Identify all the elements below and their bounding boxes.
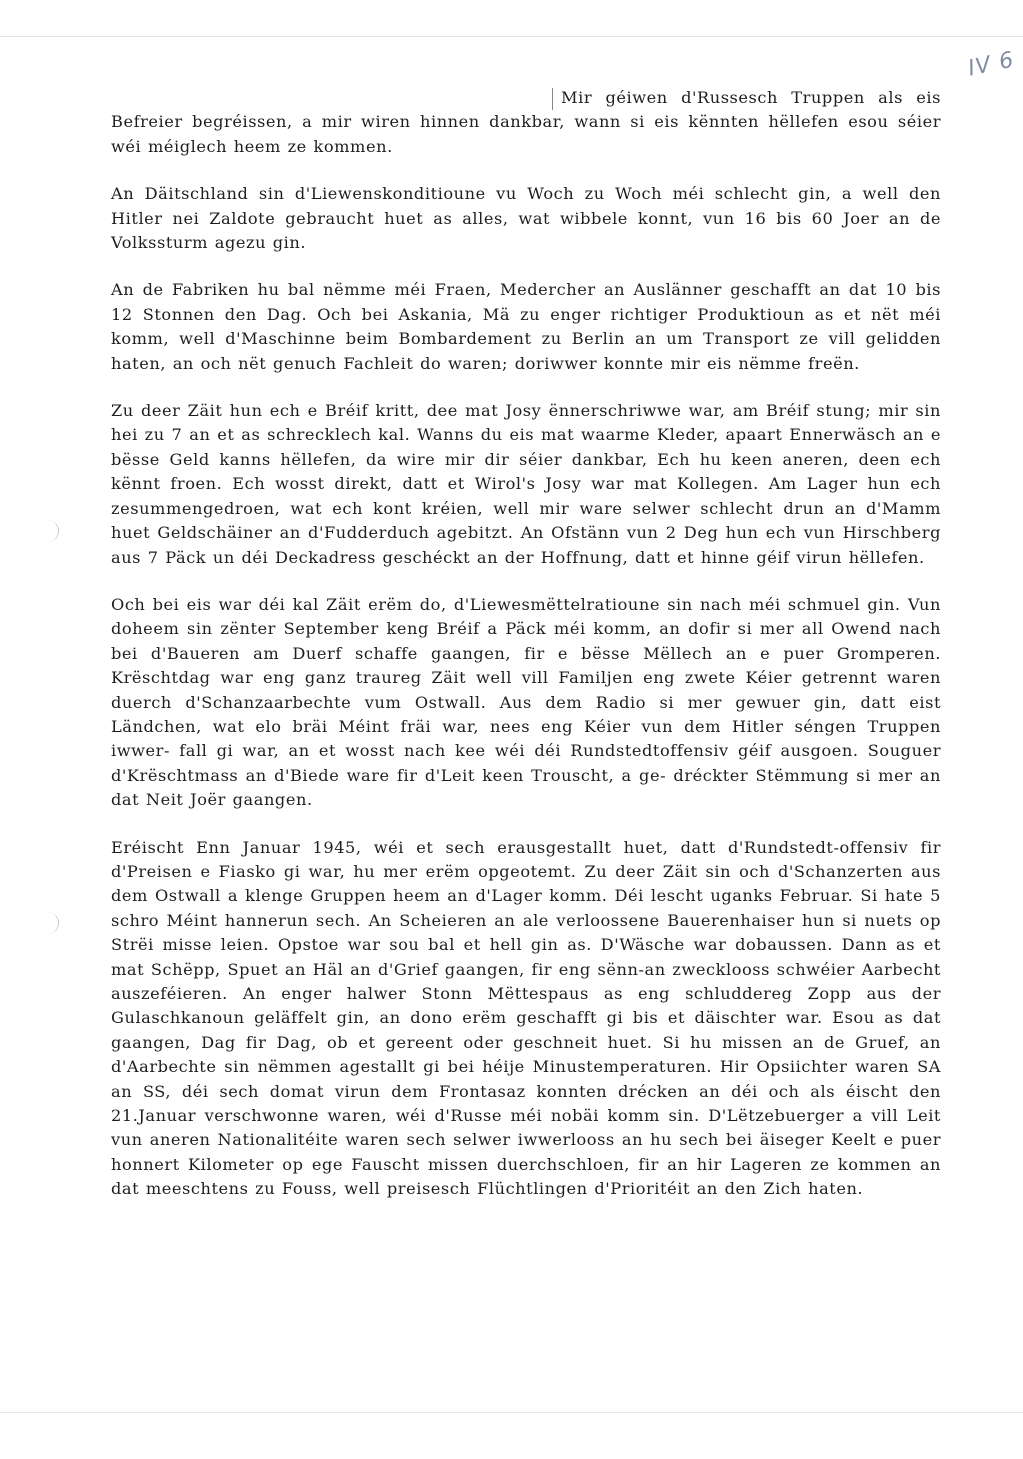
paragraph: An de Fabriken hu bal nëmme méi Fraen, Medercher an Auslänner geschafft an dat 10 bis 12 Stonnen den Dag. Och bei Askania, Mä zu enger richtiger Produktioun as et nët méi komm, well d'Maschinne beim Bombardement zu Berlin an um Transport ze vill gelidden haten, an och nët genuch Fachleit do waren; doriwwer konnte mir eis nëmme freën. [111,280,941,373]
paragraph: Mir géiwen d'Russesch Truppen als eis Befreier begréissen, a mir wiren hinnen dankbar, wann si eis kënnten hëllefen esou séier wéi méiglech heem ze kommen. [111,88,941,156]
page-marker: IV 6 [965,47,1017,82]
binder-hole-mark [44,912,59,934]
paragraph: Zu deer Zäit hun ech e Bréif kritt, dee mat Josy ënnerschriwwe war, am Bréif stung; mir sin hei zu 7 an et as schrecklech kal. Wanns du eis mat waarme Kleder, apaart Ennerwäsch an e bësse Geld kanns hëllefen, da wire mir dir séier dankbar, Ech hu keen aneren, deen ech kënnt froen. Ech wosst direkt, datt et Wirol's Josy war mat Kollegen. Am Lager hun ech zesummengedroen, wat ech kont kréien, well mir ware selwer schlecht drun an d'Mamm huet Geldschäiner an d'Fudderduch agebitzt. An Ofstänn vun 2 Deg hun ech vun Hirschberg aus 7 Päck un déi Deckadress geschéckt an der Hoffnung, datt et hinne géif virun hëllefen. [111,401,941,567]
bottom-border-line [0,1412,1023,1413]
paragraph: Och bei eis war déi kal Zäit erëm do, d'Liewesmëttelratioune sin nach méi schmuel gin. Vun doheem sin zënter September keng Bréif a Päck méi komm, an dofir si mer all Owend nach bei d'Baueren am Duerf schaffe gaangen, fir e bësse Mëllech an e puer Gromperen. Krëschtdag war eng ganz traureg Zäit well vill Familjen eng zwete Kéier getrennt waren duerch d'Schanzaarbechte vum Ostwall. Aus dem Radio si mer gewuer gin, datt eist Ländchen, wat elo bräi Méint fräi war, nees eng Kéier vun dem Hitler séngen Truppen iwwer- fall gi war, an et wosst nach kee wéi déi Rundstedtoffensiv géif ausgoen. Souguer d'Krëschtmass an d'Biede ware fir d'Leit keen Trouscht, a ge- dréckter Stëmmung si mer an dat Neit Joër gaangen. [111,594,941,810]
document-body [111,86,941,1225]
binder-hole-mark [44,520,59,542]
paragraph: An Däitschland sin d'Liewenskonditioune vu Woch zu Woch méi schlecht gin, a well den Hitler nei Zaldote gebraucht huet as alles, wat wibbele konnt, vun 16 bis 60 Joer an de Volkssturm agezu gin. [111,184,941,253]
paragraph: Eréischt Enn Januar 1945, wéi et sech erausgestallt huet, datt d'Rundstedt-offensiv fir d'Preisen e Fiasko gi war, hu mer erëm opgeotemt. Zu deer Zäit sin och d'Schanzerten aus dem Ostwall a klenge Gruppen heem an d'Lager komm. Déi lescht uganks Februar. Si hate 5 schro Méint hannerun sech. An Scheieren an ale verloossene Bauerenhaiser hun si nuets op Strëi misse leien. Opstoe war sou bal et hell gin as. D'Wäsche war dobaussen. Dann as et mat Schëpp, Spuet an Häl an d'Grief gaangen, fir eng sënn-an zwecklooss schwéier Aarbecht auszeféieren. An enger halwer Stonn Mëttespaus as eng schluddereg Zopp aus der Gulaschkanoun geläffelt gin, an dono erëm geschafft gi bis et däischter war. Esou as dat gaangen, Dag fir Dag, ob et gereent oder geschneit huet. Si hu missen an de Gruef, an d'Aarbechte sin nëmmen agestallt gi bei héije Minustemperaturen. Hir Opsiichter waren SA an SS, déi sech domat virun dem Frontasaz konnten drécken an déi och als éischt den 21.Januar verschwonne waren, wéi d'Russe méi nobäi komm sin. D'Lëtzebuerger a vill Leit vun aneren Nationalitéite waren sech selwer iwwerlooss an hu sech bei äiseger Keelt e puer honnert Kilometer op ege Fauscht missen duerchschloen, fir an hir Lageren ze kommen an dat meeschtens zu Fouss, well preisesch Flüchtlingen d'Prioritéit an den Zich haten. [111,837,941,1199]
top-border-line [0,36,1023,37]
